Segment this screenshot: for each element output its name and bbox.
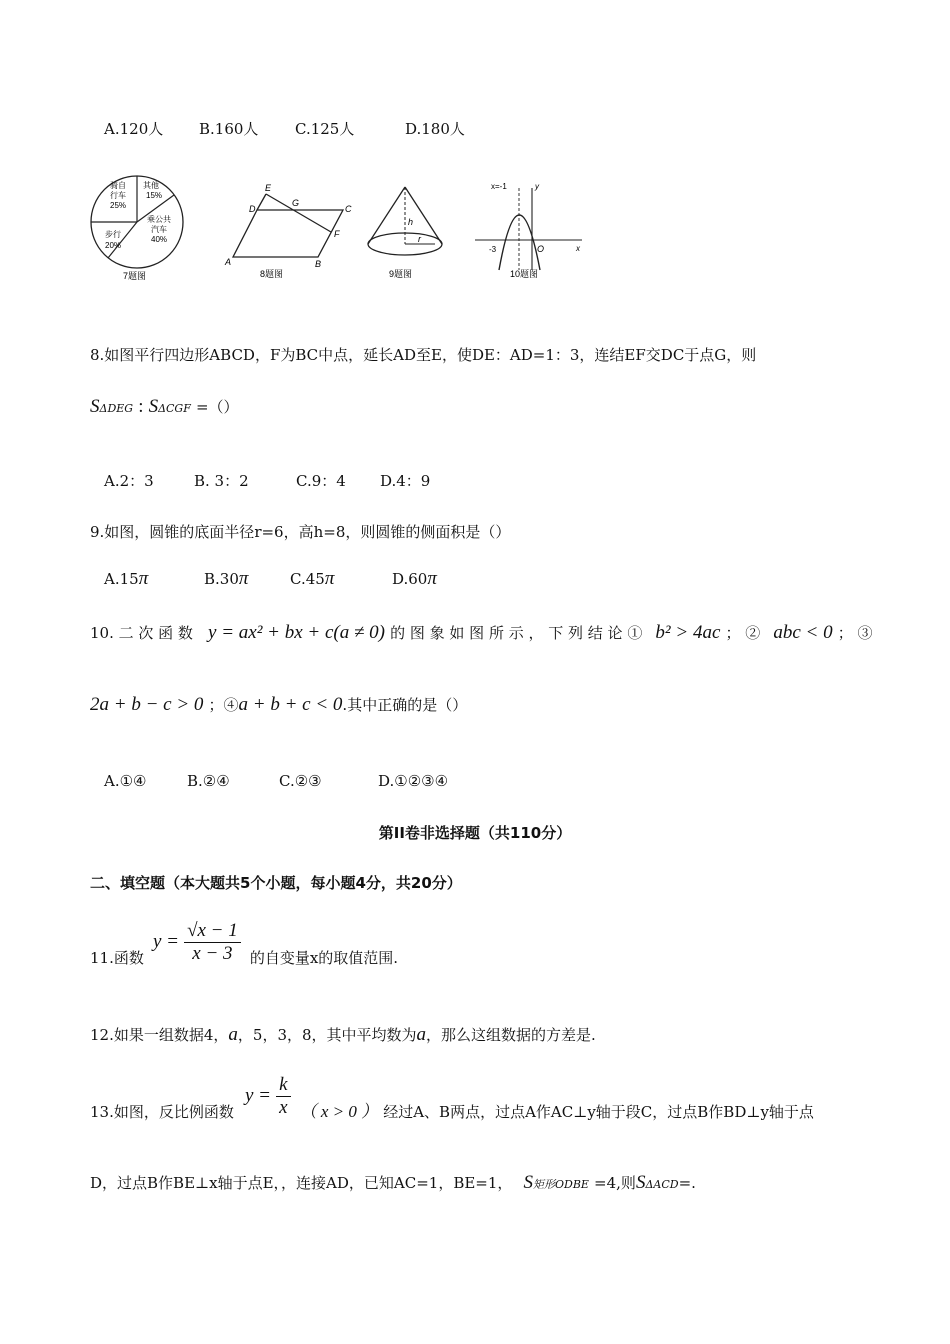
q11-y: y = (152, 931, 179, 952)
q12-a2: a (416, 1024, 427, 1045)
q7-option-d: D.180人 (405, 120, 465, 138)
q10-c2: abc < 0 (773, 622, 833, 643)
fig10-label-o: O (537, 244, 545, 254)
fig7-label-bus-2: 汽车 (151, 225, 167, 234)
q10-c1: b² > 4ac (655, 622, 721, 643)
fig9-cone (368, 187, 442, 279)
q13-s1: S (523, 1172, 533, 1193)
q11-fraction (184, 920, 241, 965)
q13-line2-start: D，过点B作BE⊥x轴于点E，，连接AD，已知AC=1，BE=1， (90, 1174, 513, 1192)
fig7-pie-chart (91, 176, 183, 281)
q7-option-c: C.125人 (295, 120, 355, 138)
q10-option-c: C.②③ (279, 772, 322, 790)
fig7-label-bike-1: 骑自 (110, 181, 126, 190)
q11-prefix: 11.函数 (90, 949, 144, 967)
q13-cond: （ x > 0 ） (299, 1102, 379, 1121)
fig9-caption: 9题图 (389, 269, 413, 279)
q8-option-b: B. 3：2 (194, 472, 249, 490)
fig7-label-bus-val: 40% (151, 235, 168, 244)
q10-sep2: ； ② (725, 624, 761, 642)
q13-fraction (276, 1074, 290, 1119)
q13-denominator: x (279, 1097, 288, 1118)
q12-p1: 12.如果一组数据4， (90, 1026, 229, 1044)
q9-option-d-text: D.60 (392, 570, 428, 588)
fig8-point-b: B (315, 259, 322, 269)
q8-s-left: S (90, 396, 100, 417)
q10-option-a: A.①④ (104, 772, 147, 790)
pi-symbol: π (427, 568, 437, 589)
q12-a1: a (228, 1024, 238, 1045)
pi-symbol: π (138, 568, 149, 589)
q10-func: y = ax² + bx + c(a ≠ 0) (208, 622, 386, 643)
q10-c3: 2a + b − c > 0 (90, 694, 204, 715)
fig7-label-other-val: 15% (146, 191, 163, 200)
q9-option-c (290, 568, 334, 590)
q7-option-b: B.160人 (199, 120, 259, 138)
q10-mid: 的 图 象 如 图 所 示 ， 下 列 结 论 ① (390, 624, 643, 642)
q12-p3: ，那么这组数据的方差是. (426, 1026, 596, 1044)
fig8-point-g: G (292, 198, 300, 208)
fig10-label-y: y (535, 182, 539, 191)
q10-prefix: 10. 二 次 函 数 (90, 624, 193, 642)
fig9-label-h: h (408, 217, 414, 227)
fig8-point-e: E (265, 183, 272, 193)
q8-ratio (90, 396, 239, 418)
fig7-label-walk: 步行 (105, 230, 121, 239)
q8-option-c: C.9：4 (296, 472, 346, 490)
q11-numerator: √x − 1 (184, 920, 241, 943)
q10-sep3: ； ③ (837, 624, 873, 642)
q10-option-d: D.①②③④ (378, 772, 449, 790)
q13-tail: 经过A、B两点，过点A作AC⊥y轴于段C，过点B作BD⊥y轴于点 (383, 1103, 814, 1121)
fig7-label-bus-1: 乘公共 (147, 215, 171, 224)
q13-prefix: 13.如图，反比例函数 (90, 1103, 234, 1121)
q8-s-right: S (148, 396, 159, 417)
pi-symbol: π (324, 568, 335, 589)
q10-c4: a + b + c < 0 (238, 694, 343, 715)
q12-line (90, 1024, 596, 1046)
fig10-parabola (475, 182, 582, 279)
q13-end: =. (678, 1174, 696, 1192)
fig8-caption: 8题图 (260, 269, 284, 279)
q8-text: 8.如图平行四边形ABCD，F为BC中点，延长AD至E，使DE：AD=1：3，连结EF交DC于点G，则 (90, 346, 757, 364)
q10-option-b: B.②④ (187, 772, 230, 790)
q13-numerator: k (276, 1074, 290, 1097)
pi-symbol: π (238, 568, 249, 589)
q9-option-a (104, 568, 148, 590)
part2-heading: 二、填空题（本大题共5个小题，每小题4分，共20分） (90, 874, 462, 892)
fig8-point-c: C (345, 204, 352, 214)
fig10-caption: 10题图 (510, 269, 539, 279)
q11-line (90, 920, 398, 968)
q8-option-a: A.2：3 (104, 472, 154, 490)
fig8-point-f: F (334, 229, 340, 239)
q10-line2 (90, 694, 467, 716)
q8-ratio-sep: : (138, 396, 144, 417)
fig9-label-r: r (418, 234, 421, 244)
fig7-label-bike-val: 25% (110, 201, 127, 210)
q9-option-b (204, 568, 248, 590)
fig8-point-a: A (225, 257, 232, 267)
q13-s2: S (635, 1172, 646, 1193)
fig10-label-minus3: -3 (489, 245, 497, 254)
q9-text: 9.如图，圆锥的底面半径r=6，高h=8，则圆锥的侧面积是（） (90, 523, 511, 541)
q13-line1 (90, 1074, 814, 1122)
q8-option-d: D.4：9 (380, 472, 431, 490)
section2-title: 第II卷非选择题（共110分） (378, 824, 572, 842)
q11-denominator: x − 3 (192, 943, 233, 964)
fig10-label-x: x (576, 244, 580, 253)
q10-line1 (90, 622, 872, 644)
q10-tail: .其中正确的是（） (342, 696, 468, 714)
figures-strip (85, 170, 605, 295)
q10-sep4: ；④ (208, 696, 239, 714)
q13-s1-sub: 矩形ODBE (533, 1178, 589, 1191)
q9-option-d (392, 568, 437, 590)
fig7-caption: 7题图 (123, 271, 147, 281)
q13-y: y = (244, 1085, 271, 1106)
q9-option-c-text: C.45 (290, 570, 325, 588)
q8-s-right-sub: ΔCGF (158, 402, 191, 415)
fig8-parallelogram (224, 183, 352, 279)
q13-mid: =4,则 (594, 1174, 636, 1192)
q9-option-b-text: B.30 (204, 570, 239, 588)
q8-s-left-sub: ΔDEG (99, 402, 134, 415)
q8-tail: =（） (195, 398, 239, 416)
q13-line2 (90, 1172, 696, 1194)
fig8-point-d: D (249, 204, 256, 214)
q12-p2: ，5，3，8，其中平均数为 (237, 1026, 417, 1044)
q11-tail: 的自变量x的取值范围. (249, 949, 399, 967)
fig7-label-bike-2: 行车 (110, 191, 126, 200)
q13-s2-sub: ΔACD (645, 1178, 679, 1191)
fig7-label-other: 其他 (143, 181, 159, 190)
q7-option-a: A.120人 (104, 120, 164, 138)
fig7-label-walk-val: 20% (105, 241, 122, 250)
q9-option-a-text: A.15 (104, 570, 139, 588)
fig10-label-axis: x=-1 (491, 182, 507, 191)
